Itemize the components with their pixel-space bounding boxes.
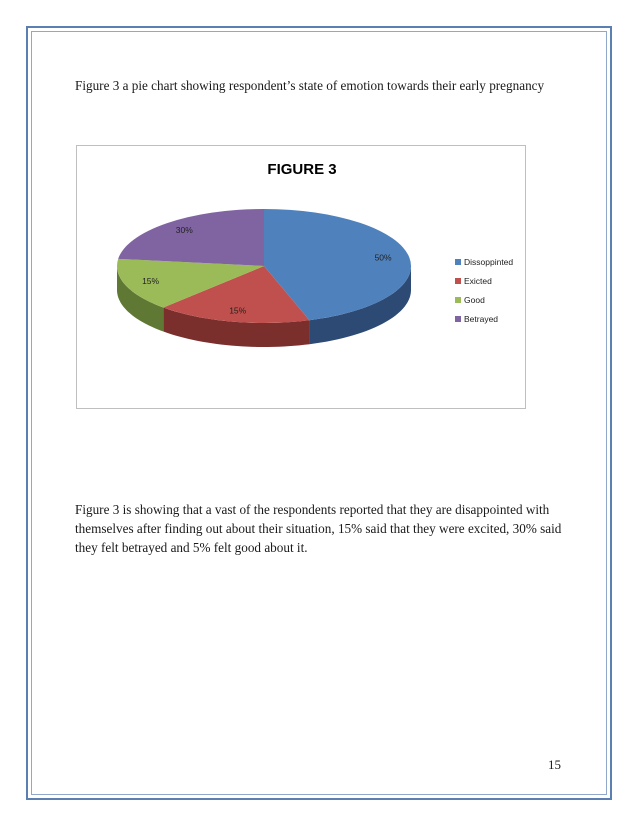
body-paragraph: Figure 3 is showing that a vast of the respondents reported that they are disappointed with themselves after finding out about their situation, 15% said that they were excited, 30% said they felt betrayed and 5% felt good about it. — [75, 502, 562, 555]
legend-label-betrayed: Betrayed — [464, 314, 499, 324]
pie-chart — [76, 145, 526, 409]
pie-chart-canvas — [77, 146, 527, 410]
legend-label-exicted: Exicted — [464, 276, 492, 286]
legend — [455, 257, 513, 324]
legend-swatch-dissoppinted — [455, 259, 461, 265]
pie-top-group — [117, 209, 411, 323]
data-label-dissoppinted: 50% — [374, 252, 392, 263]
legend-swatch-good — [455, 297, 461, 303]
pie-slice-betrayed — [118, 209, 264, 266]
figure-caption: Figure 3 a pie chart showing respondent’s state of emotion towards their early pregnancy — [75, 78, 545, 93]
chart-title: FIGURE 3 — [267, 161, 337, 178]
legend-swatch-exicted — [455, 278, 461, 284]
data-label-good: 15% — [142, 275, 160, 286]
legend-swatch-betrayed — [455, 316, 461, 322]
page-number: 15 — [548, 757, 561, 772]
legend-label-dissoppinted: Dissoppinted — [464, 257, 514, 267]
legend-label-good: Good — [464, 295, 485, 305]
data-label-exicted: 15% — [229, 305, 247, 316]
data-label-betrayed: 30% — [175, 224, 193, 235]
